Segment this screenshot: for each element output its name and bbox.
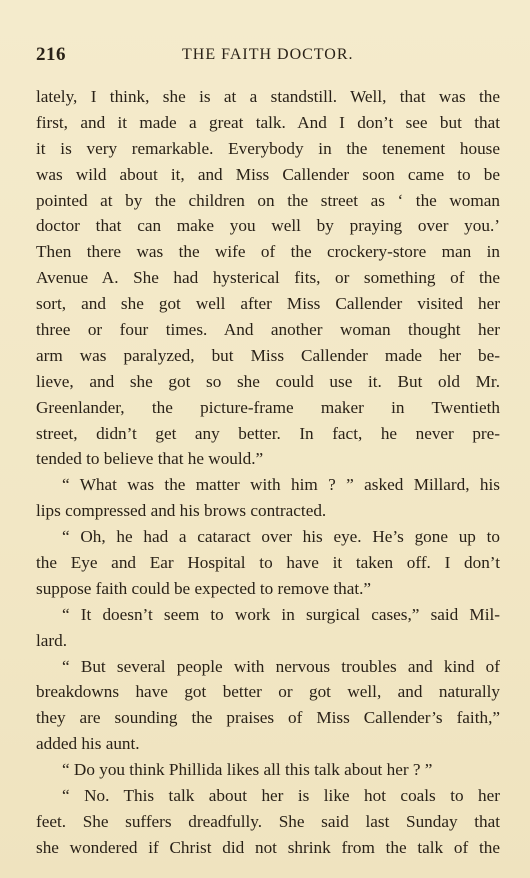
text-line: it is very remarkable. Everybody in the tenement house [36, 138, 500, 158]
text-line: “ But several people with nervous troubles and kind of [62, 656, 500, 676]
text-line: lips compressed and his brows contracted. [36, 501, 327, 521]
text-line: Then there was the wife of the crockery-store man in [36, 242, 500, 262]
text-line: pointed at by the children on the street as ‘ the woman [36, 190, 500, 210]
text-line: first, and it made a great talk. And I don’t see but that [36, 112, 500, 132]
text-line: street, didn’t get any better. In fact, he never pre- [36, 423, 500, 443]
text-line: was wild about it, and Miss Callender soon came to be [36, 164, 500, 184]
text-line: lately, I think, she is at a standstill. Well, that was the [36, 87, 500, 106]
running-title: THE FAITH DOCTOR. [182, 46, 354, 63]
text-line: “ What was the matter with him ? ” asked Millard, his [62, 475, 500, 495]
text-line: they are sounding the praises of Miss Callender’s faith,” [36, 708, 500, 728]
text-line: “ Do you think Phillida likes all this talk about her ? ” [62, 760, 433, 780]
body-text [36, 84, 500, 861]
text-line: breakdowns have got better or got well, and naturally [36, 682, 500, 702]
text-line: Avenue A. She had hysterical fits, or something of the [36, 268, 500, 288]
text-line: sort, and she got well after Miss Callender visited her [36, 294, 500, 314]
text-line: suppose faith could be expected to remove that.” [36, 578, 372, 598]
text-line: Greenlander, the picture-frame maker in Twentieth [36, 397, 500, 417]
text-line: lard. [36, 630, 68, 650]
text-line: “ Oh, he had a cataract over his eye. He’s gone up to [62, 527, 500, 547]
text-line: “ It doesn’t seem to work in surgical cases,” said Mil- [62, 604, 500, 624]
page-number: 216 [36, 44, 66, 65]
text-line: she wondered if Christ did not shrink from the talk of the [36, 837, 500, 857]
text-line: “ No. This talk about her is like hot coals to her [62, 786, 500, 806]
text-line: the Eye and Ear Hospital to have it taken off. I don’t [36, 553, 500, 573]
text-line: arm was paralyzed, but Miss Callender made her be- [36, 345, 500, 365]
text-line: feet. She suffers dreadfully. She said last Sunday that [36, 811, 500, 831]
text-line: lieve, and she got so she could use it. But old Mr. [36, 371, 500, 391]
page-header [36, 44, 500, 68]
text-line: doctor that can make you well by praying over you.’ [36, 216, 500, 236]
text-line: three or four times. And another woman thought her [36, 320, 500, 340]
text-line: tended to believe that he would.” [36, 449, 264, 469]
text-line: added his aunt. [36, 734, 140, 754]
